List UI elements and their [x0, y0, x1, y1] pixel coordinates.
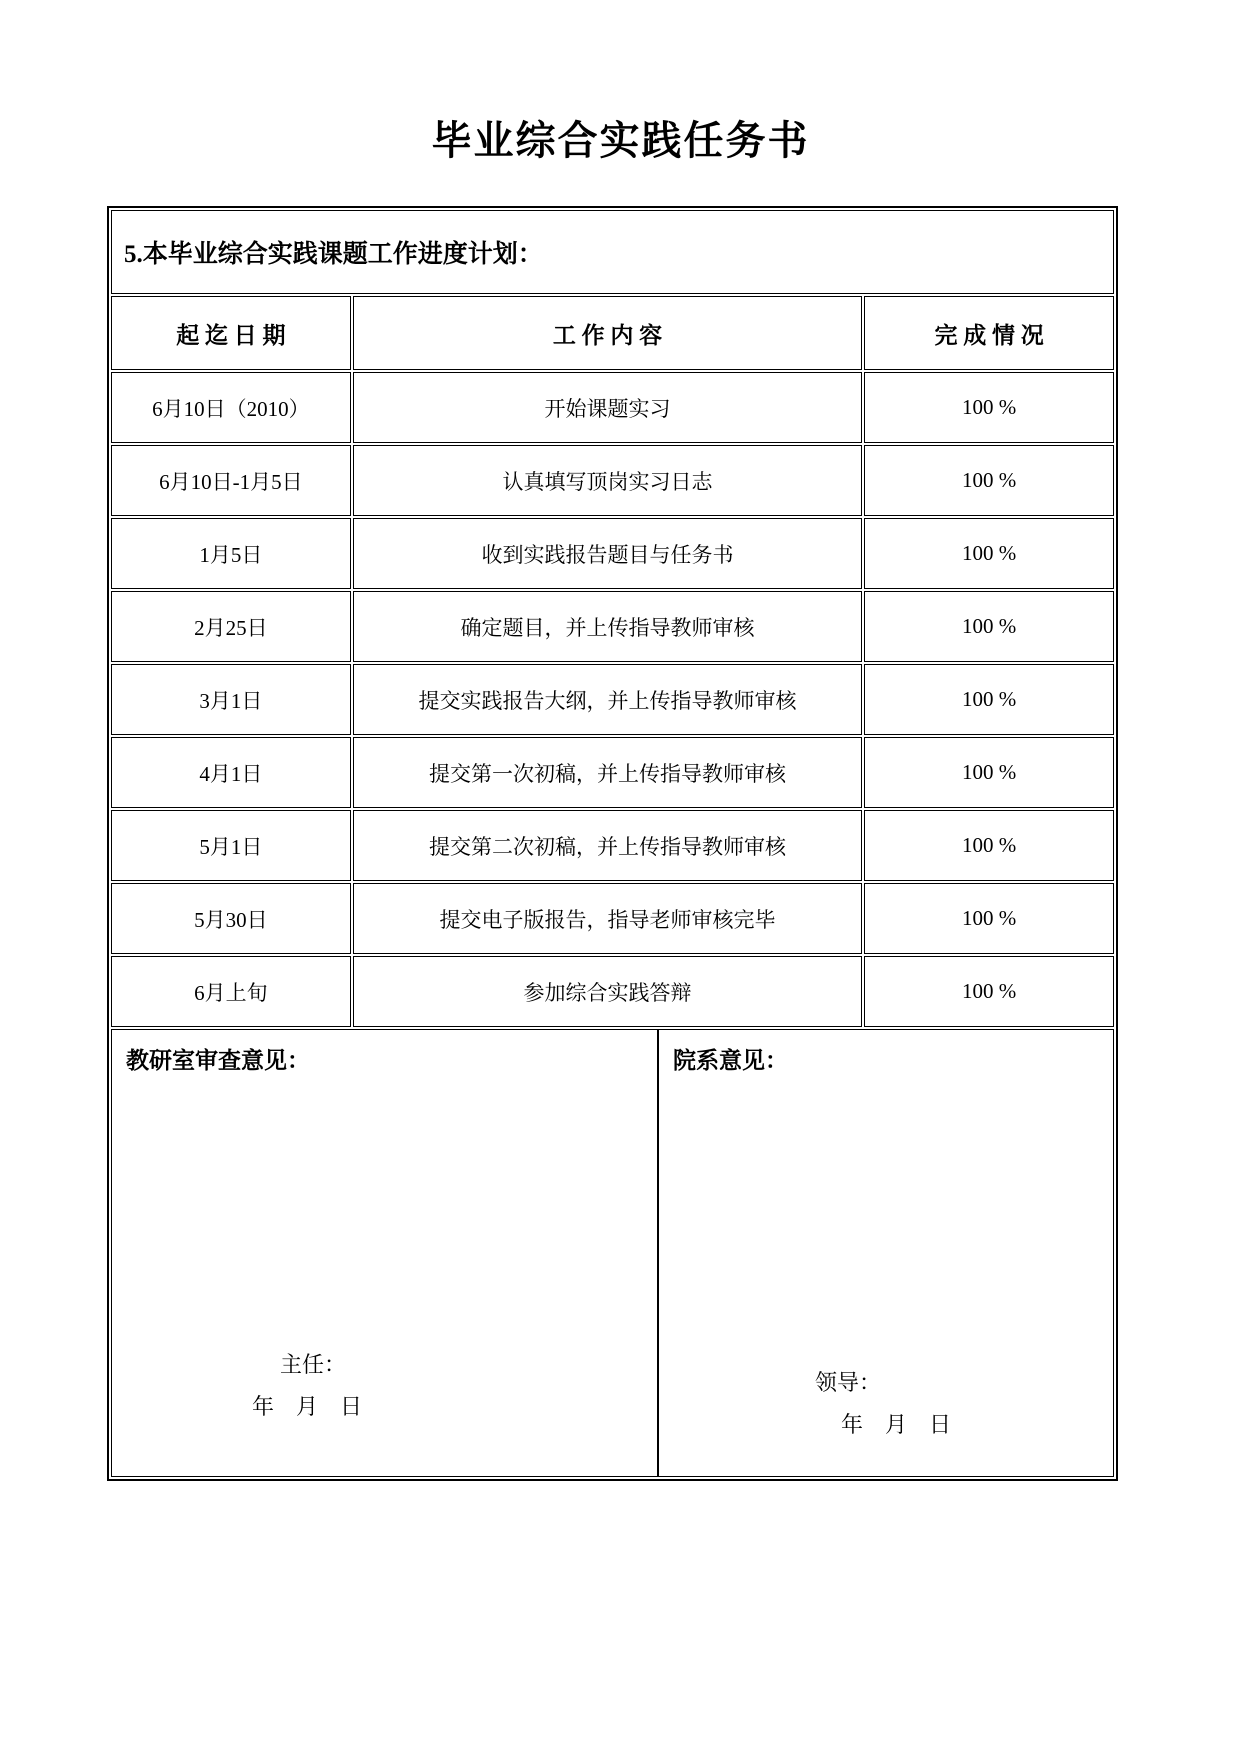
table-row	[111, 664, 1114, 735]
date-cell: 3月1日	[111, 664, 351, 735]
table-row	[111, 518, 1114, 589]
completion-cell: 100 %	[864, 591, 1114, 662]
task-cell: 认真填写顶岗实习日志	[353, 445, 862, 516]
table-row	[111, 445, 1114, 516]
date-cell: 1月5日	[111, 518, 351, 589]
table-row	[111, 737, 1114, 808]
page-title: 毕业综合实践任务书	[431, 118, 810, 163]
completion-cell: 100 %	[864, 956, 1114, 1027]
completion-cell: 100 %	[864, 883, 1114, 954]
task-cell: 参加综合实践答辩	[353, 956, 862, 1027]
completion-cell: 100 %	[864, 737, 1114, 808]
completion-cell: 100 %	[864, 372, 1114, 443]
date-cell: 5月1日	[111, 810, 351, 881]
department-opinion-label: 院系意见：	[673, 1048, 788, 1073]
task-cell: 收到实践报告题目与任务书	[353, 518, 862, 589]
table-row	[111, 372, 1114, 443]
completion-cell: 100 %	[864, 518, 1114, 589]
completion-cell: 100 %	[864, 445, 1114, 516]
teaching-office-opinion-label: 教研室审查意见：	[126, 1048, 310, 1073]
table-row	[111, 591, 1114, 662]
director-signature-label: 主任：	[280, 1352, 347, 1377]
date-line: 年 月 日	[841, 1412, 952, 1437]
task-cell: 确定题目，并上传指导教师审核	[353, 591, 862, 662]
task-cell: 提交第一次初稿，并上传指导教师审核	[353, 737, 862, 808]
document-frame	[107, 206, 1118, 1481]
completion-cell: 100 %	[864, 664, 1114, 735]
date-cell: 6月10日（2010）	[111, 372, 351, 443]
table-header-row	[111, 296, 1114, 370]
date-cell: 6月10日-1月5日	[111, 445, 351, 516]
table-row	[111, 883, 1114, 954]
review-section	[111, 1029, 1114, 1477]
task-cell: 开始课题实习	[353, 372, 862, 443]
date-cell: 2月25日	[111, 591, 351, 662]
task-cell: 提交电子版报告，指导老师审核完毕	[353, 883, 862, 954]
completion-cell: 100 %	[864, 810, 1114, 881]
table-row	[111, 810, 1114, 881]
date-cell: 5月30日	[111, 883, 351, 954]
date-cell: 6月上旬	[111, 956, 351, 1027]
header-cell-content: 工 作 内 容	[353, 296, 862, 370]
task-cell: 提交第二次初稿，并上传指导教师审核	[353, 810, 862, 881]
date-cell: 4月1日	[111, 737, 351, 808]
section-heading: 5.本毕业综合实践课题工作进度计划：	[111, 210, 1114, 294]
header-cell-completion: 完 成 情 况	[864, 296, 1114, 370]
header-cell-dates: 起 迄 日 期	[111, 296, 351, 370]
schedule-table	[109, 294, 1116, 1029]
department-opinion-cell	[659, 1030, 1113, 1476]
table-row	[111, 956, 1114, 1027]
task-cell: 提交实践报告大纲，并上传指导教师审核	[353, 664, 862, 735]
teaching-office-opinion-cell	[112, 1030, 659, 1476]
date-line: 年 月 日	[252, 1394, 363, 1419]
leader-signature-label: 领导：	[815, 1370, 882, 1395]
